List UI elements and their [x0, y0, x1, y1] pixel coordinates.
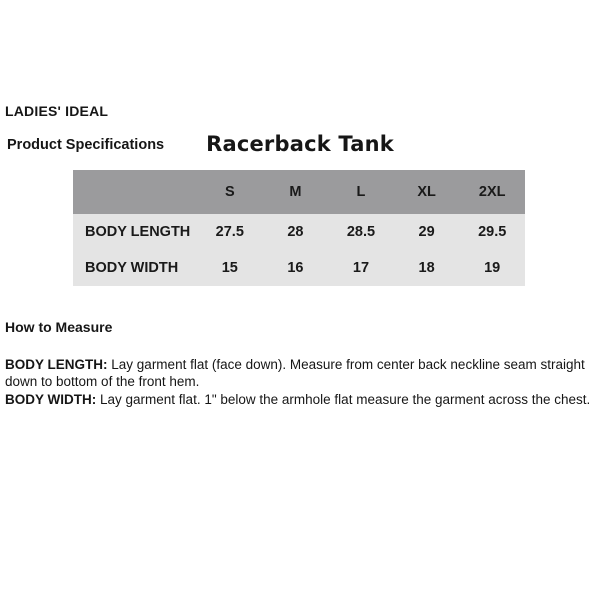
measure-instructions — [5, 356, 596, 409]
brand-name: LADIES' IDEAL — [5, 103, 109, 119]
table-row-body-width — [73, 250, 525, 286]
body-width-value-m: 16 — [263, 250, 329, 286]
body-length-value-xl: 29 — [394, 214, 460, 250]
how-to-measure-heading: How to Measure — [5, 319, 113, 335]
body-length-instruction-term: BODY LENGTH: — [5, 357, 108, 372]
product-title: Racerback Tank — [206, 132, 394, 156]
size-spec-table — [73, 170, 525, 286]
body-length-instruction-text: Lay garment flat (face down). Measure from center back neckline seam straight down to bottom of the front hem. — [5, 357, 585, 389]
body-width-value-s: 15 — [197, 250, 263, 286]
body-length-value-s: 27.5 — [197, 214, 263, 250]
size-header-l: L — [328, 170, 394, 214]
body-width-value-xl: 18 — [394, 250, 460, 286]
size-header-xl: XL — [394, 170, 460, 214]
section-label: Product Specifications — [7, 137, 165, 153]
table-header-row — [73, 170, 525, 214]
body-width-instruction-text: Lay garment flat. 1" below the armhole flat measure the garment across the chest. — [100, 392, 591, 407]
body-width-instruction — [5, 391, 596, 408]
table-row-body-length — [73, 214, 525, 250]
body-length-value-2xl: 29.5 — [459, 214, 525, 250]
body-length-value-l: 28.5 — [328, 214, 394, 250]
size-header-2xl: 2XL — [459, 170, 525, 214]
row-label-body-width: BODY WIDTH — [73, 250, 197, 286]
body-width-instruction-term: BODY WIDTH: — [5, 392, 97, 407]
body-width-value-l: 17 — [328, 250, 394, 286]
row-label-body-length: BODY LENGTH — [73, 214, 197, 250]
size-header-m: M — [263, 170, 329, 214]
body-length-value-m: 28 — [263, 214, 329, 250]
body-length-instruction — [5, 356, 596, 390]
size-header-s: S — [197, 170, 263, 214]
body-width-value-2xl: 19 — [459, 250, 525, 286]
corner-cell — [73, 170, 197, 214]
